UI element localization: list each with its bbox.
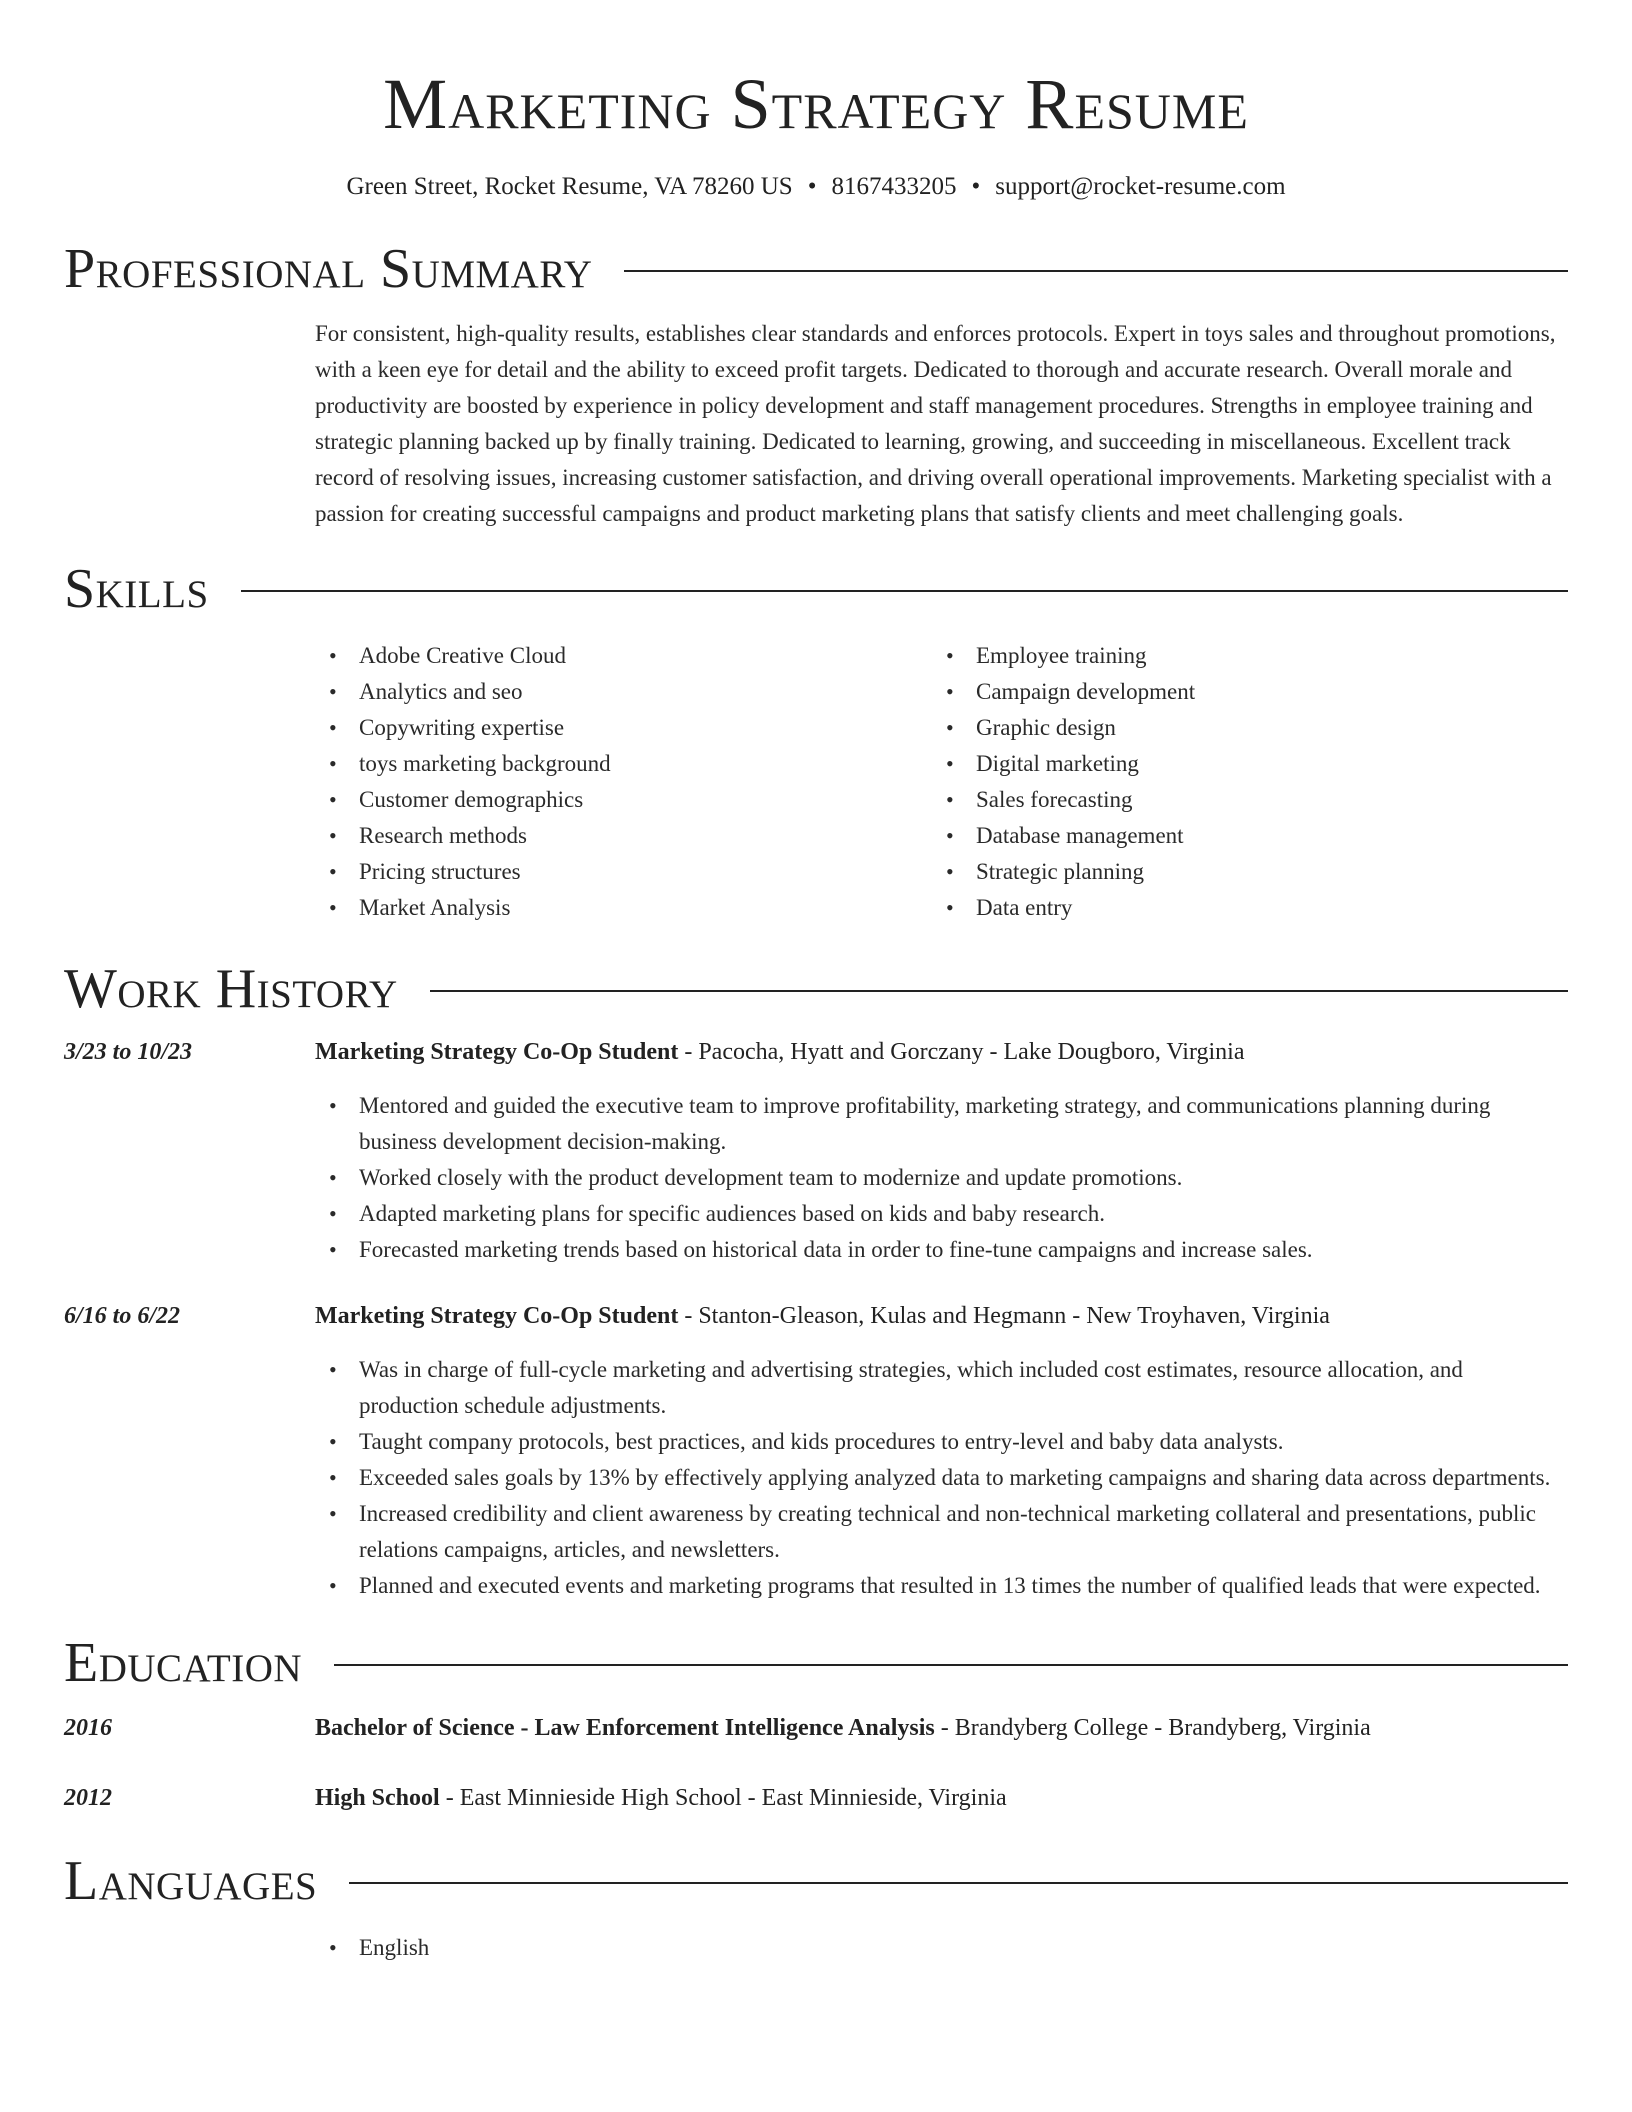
contact-phone: 8167433205 bbox=[831, 173, 957, 200]
contact-email: support@rocket-resume.com bbox=[995, 173, 1286, 200]
job-bullet: • Adapted marketing plans for specific audiences based on kids and baby research. bbox=[315, 1196, 1568, 1232]
contact-address: Green Street, Rocket Resume, VA 78260 US bbox=[346, 173, 793, 200]
skill-item: • Database management bbox=[932, 818, 1549, 854]
job-body bbox=[315, 1298, 1568, 1604]
skill-item: • Customer demographics bbox=[315, 782, 932, 818]
job-entry bbox=[64, 1298, 1568, 1604]
skill-item: • Analytics and seo bbox=[315, 674, 932, 710]
education-entry bbox=[64, 1780, 1568, 1816]
resume-name: Marketing Strategy Resume bbox=[383, 64, 1249, 144]
summary-section-header bbox=[64, 234, 1568, 304]
job-title: Marketing Strategy Co-Op Student bbox=[315, 1303, 679, 1329]
education-entry bbox=[64, 1710, 1568, 1746]
skills-column-right bbox=[932, 638, 1549, 926]
skill-item: • Graphic design bbox=[932, 710, 1549, 746]
job-bullet: • Exceeded sales goals by 13% by effectively applying analyzed data to marketing campaigns and sharing data across departments. bbox=[315, 1460, 1568, 1496]
summary-heading: Professional Summary bbox=[64, 238, 593, 300]
languages-section-header bbox=[64, 1846, 1568, 1916]
languages-list bbox=[315, 1930, 1568, 1966]
job-bullet: • Worked closely with the product development team to modernize and update promotions. bbox=[315, 1160, 1568, 1196]
skill-item: • Campaign development bbox=[932, 674, 1549, 710]
language-item: • English bbox=[315, 1930, 1568, 1966]
job-body bbox=[315, 1034, 1568, 1268]
skill-item: • Sales forecasting bbox=[932, 782, 1549, 818]
education-school: - East Minnieside High School - East Minnieside, Virginia bbox=[439, 1785, 1007, 1811]
skill-item: • Strategic planning bbox=[932, 854, 1549, 890]
skill-item: • Market Analysis bbox=[315, 890, 932, 926]
education-year: 2016 bbox=[64, 1715, 112, 1741]
section-rule bbox=[624, 270, 1568, 272]
education-body bbox=[315, 1710, 1568, 1746]
job-bullet: • Taught company protocols, best practices, and kids procedures to entry-level and baby data analysts. bbox=[315, 1424, 1568, 1460]
education-line bbox=[315, 1780, 1568, 1816]
job-title-line bbox=[315, 1034, 1568, 1070]
section-rule bbox=[430, 990, 1568, 992]
education-section-header bbox=[64, 1628, 1568, 1698]
job-title-line bbox=[315, 1298, 1568, 1334]
education-school: - Brandyberg College - Brandyberg, Virginia bbox=[934, 1715, 1371, 1741]
contact-separator: • bbox=[971, 173, 981, 200]
skill-item: • Employee training bbox=[932, 638, 1549, 674]
skill-item: • Adobe Creative Cloud bbox=[315, 638, 932, 674]
skills-heading: Skills bbox=[64, 558, 209, 620]
work-heading: Work History bbox=[64, 958, 398, 1020]
summary-text: For consistent, high-quality results, establishes clear standards and enforces protocols. Expert in toys sales and throughout promotions, with a keen eye for detail and the ability to exceed profit targets. Dedicated to thorough and accurate research. Overall morale and productivity are boosted by experience in policy development and staff management procedures. Strengths in employee training and strategic planning backed up by finally training. Dedicated to learning, growing, and succeeding in miscellaneous. Excellent track record of resolving issues, increasing customer satisfaction, and driving overall operational improvements. Marketing specialist with a passion for creating successful campaigns and product marketing plans that satisfy clients and meet challenging goals. bbox=[315, 321, 1556, 526]
skill-item: • Pricing structures bbox=[315, 854, 932, 890]
contact-separator: • bbox=[807, 173, 817, 200]
job-title: Marketing Strategy Co-Op Student bbox=[315, 1039, 679, 1065]
work-section-header bbox=[64, 954, 1568, 1024]
job-bullets bbox=[315, 1088, 1568, 1268]
job-bullet: • Forecasted marketing trends based on historical data in order to fine-tune campaigns and increase sales. bbox=[315, 1232, 1568, 1268]
job-company: - Pacocha, Hyatt and Gorczany - Lake Dougboro, Virginia bbox=[678, 1039, 1245, 1065]
job-dates: 6/16 to 6/22 bbox=[64, 1303, 181, 1329]
skill-item: • Data entry bbox=[932, 890, 1549, 926]
education-line bbox=[315, 1710, 1568, 1746]
section-rule bbox=[334, 1664, 1568, 1666]
skills-column-left bbox=[315, 638, 932, 926]
education-body bbox=[315, 1780, 1568, 1816]
education-degree: High School bbox=[315, 1785, 440, 1811]
education-degree: Bachelor of Science - Law Enforcement Intelligence Analysis bbox=[315, 1715, 935, 1741]
job-dates: 3/23 to 10/23 bbox=[64, 1039, 193, 1065]
skill-item: • Copywriting expertise bbox=[315, 710, 932, 746]
job-bullet: • Increased credibility and client awareness by creating technical and non-technical marketing collateral and presentations, public relations campaigns, articles, and newsletters. bbox=[315, 1496, 1568, 1568]
languages-heading: Languages bbox=[64, 1850, 318, 1912]
job-bullet: • Mentored and guided the executive team to improve profitability, marketing strategy, and communications planning during business development decision-making. bbox=[315, 1088, 1568, 1160]
education-year: 2012 bbox=[64, 1785, 112, 1811]
job-bullets bbox=[315, 1352, 1568, 1604]
skill-item: • Research methods bbox=[315, 818, 932, 854]
section-rule bbox=[241, 590, 1568, 592]
education-heading: Education bbox=[64, 1632, 303, 1694]
job-bullet: • Planned and executed events and marketing programs that resulted in 13 times the number of qualified leads that were expected. bbox=[315, 1568, 1568, 1604]
section-rule bbox=[349, 1882, 1568, 1884]
job-bullet: • Was in charge of full-cycle marketing and advertising strategies, which included cost estimates, resource allocation, and production schedule adjustments. bbox=[315, 1352, 1568, 1424]
skill-item: • Digital marketing bbox=[932, 746, 1549, 782]
job-entry bbox=[64, 1034, 1568, 1268]
skill-item: • toys marketing background bbox=[315, 746, 932, 782]
contact-line bbox=[64, 170, 1568, 204]
skills-list bbox=[315, 638, 1568, 926]
skills-section-header bbox=[64, 554, 1568, 624]
job-company: - Stanton-Gleason, Kulas and Hegmann - New Troyhaven, Virginia bbox=[678, 1303, 1330, 1329]
